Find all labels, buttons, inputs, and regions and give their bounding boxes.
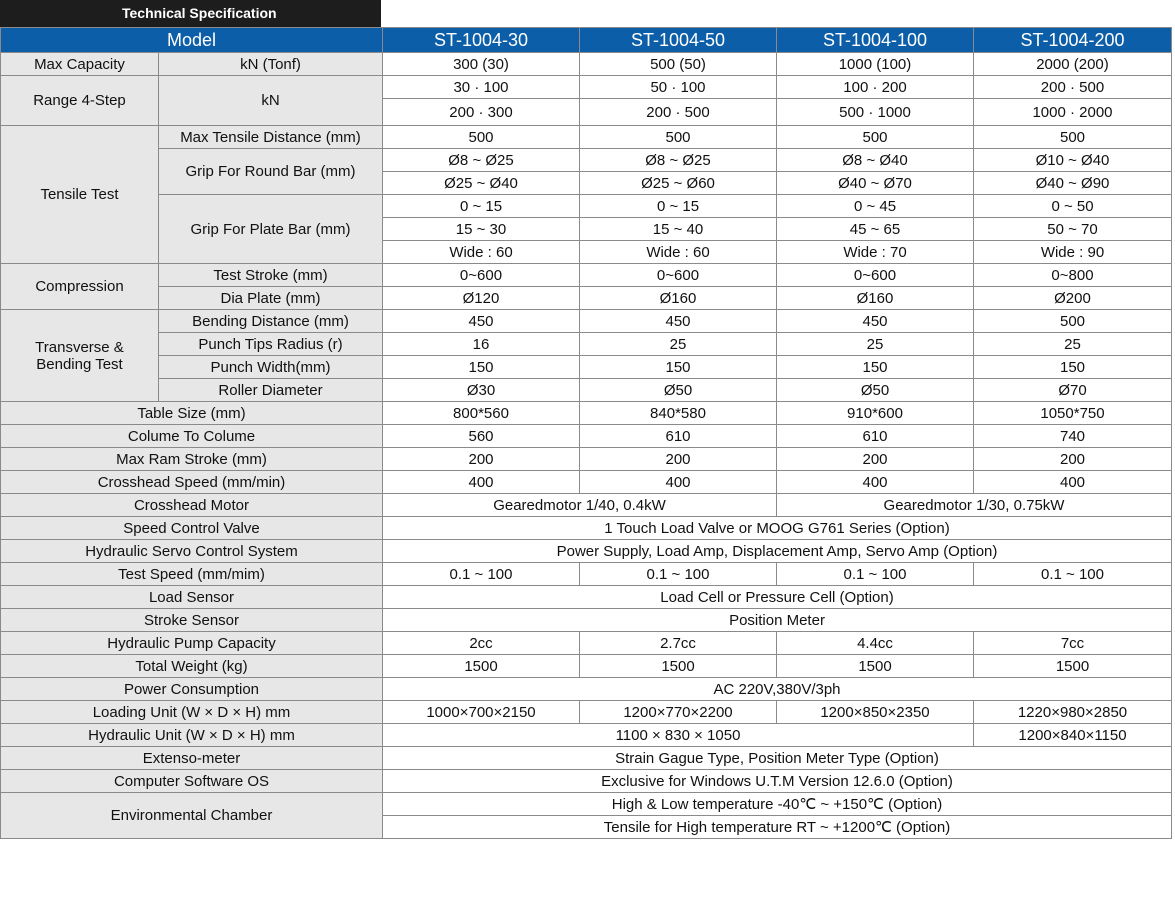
cell: AC 220V,380V/3ph (383, 678, 1172, 701)
cell: 200 · 300 (383, 99, 580, 126)
cell: Ø200 (974, 287, 1172, 310)
cell: 1500 (383, 655, 580, 678)
row-sublabel: Punch Tips Radius (r) (159, 333, 383, 356)
cell: 150 (974, 356, 1172, 379)
row-label: Tensile Test (1, 126, 159, 264)
cell: Gearedmotor 1/40, 0.4kW (383, 494, 777, 517)
table-row (1, 678, 1172, 701)
cell: 1500 (974, 655, 1172, 678)
table-row (1, 379, 1172, 402)
cell: Ø160 (580, 287, 777, 310)
table-row (1, 747, 1172, 770)
model-name: ST-1004-200 (974, 28, 1172, 53)
row-label: Max Capacity (1, 53, 159, 76)
cell: 15 ~ 40 (580, 218, 777, 241)
cell: Ø10 ~ Ø40 (974, 149, 1172, 172)
cell: 500 (974, 310, 1172, 333)
row-sublabel: Test Stroke (mm) (159, 264, 383, 287)
cell: 450 (383, 310, 580, 333)
table-row (1, 517, 1172, 540)
cell: 0 ~ 50 (974, 195, 1172, 218)
cell: 400 (777, 471, 974, 494)
cell: 840*580 (580, 402, 777, 425)
row-label: Computer Software OS (1, 770, 383, 793)
row-label-line: Transverse & (35, 338, 124, 356)
cell: 150 (383, 356, 580, 379)
table-row (1, 264, 1172, 287)
row-label: Stroke Sensor (1, 609, 383, 632)
cell: 200 (383, 448, 580, 471)
cell: 0~600 (383, 264, 580, 287)
cell: Ø25 ~ Ø40 (383, 172, 580, 195)
cell: Wide : 90 (974, 241, 1172, 264)
cell: 0.1 ~ 100 (777, 563, 974, 586)
cell: 800*560 (383, 402, 580, 425)
cell: Ø50 (777, 379, 974, 402)
row-sublabel: kN (159, 76, 383, 126)
table-row (1, 448, 1172, 471)
row-label: Load Sensor (1, 586, 383, 609)
table-row (1, 724, 1172, 747)
cell: 100 · 200 (777, 76, 974, 99)
row-sublabel: Roller Diameter (159, 379, 383, 402)
table-row (1, 76, 1172, 99)
cell: Ø120 (383, 287, 580, 310)
cell: 0~600 (777, 264, 974, 287)
row-label: Environmental Chamber (1, 793, 383, 839)
cell: 0.1 ~ 100 (974, 563, 1172, 586)
cell: Strain Gague Type, Position Meter Type (Option) (383, 747, 1172, 770)
table-row (1, 356, 1172, 379)
row-label: Compression (1, 264, 159, 310)
cell: 450 (777, 310, 974, 333)
row-sublabel: Punch Width(mm) (159, 356, 383, 379)
table-row (1, 149, 1172, 172)
cell: 560 (383, 425, 580, 448)
cell: 50 · 100 (580, 76, 777, 99)
table-header-row (1, 28, 1172, 53)
table-row (1, 586, 1172, 609)
cell: Wide : 70 (777, 241, 974, 264)
table-row (1, 701, 1172, 724)
cell: Gearedmotor 1/30, 0.75kW (777, 494, 1172, 517)
cell: 50 ~ 70 (974, 218, 1172, 241)
model-name: ST-1004-100 (777, 28, 974, 53)
cell: 0~800 (974, 264, 1172, 287)
cell: 1500 (777, 655, 974, 678)
cell: Ø160 (777, 287, 974, 310)
row-label: Loading Unit (W × D × H) mm (1, 701, 383, 724)
cell: Ø8 ~ Ø25 (580, 149, 777, 172)
cell: 0 ~ 45 (777, 195, 974, 218)
table-row (1, 609, 1172, 632)
cell: 2.7cc (580, 632, 777, 655)
cell: 0 ~ 15 (383, 195, 580, 218)
row-label: Hydraulic Pump Capacity (1, 632, 383, 655)
cell: 1000×700×2150 (383, 701, 580, 724)
cell: Wide : 60 (383, 241, 580, 264)
cell: 1200×850×2350 (777, 701, 974, 724)
cell: 400 (383, 471, 580, 494)
cell: 1500 (580, 655, 777, 678)
cell: 400 (580, 471, 777, 494)
row-sublabel: kN (Tonf) (159, 53, 383, 76)
row-sublabel: Grip For Plate Bar (mm) (159, 195, 383, 264)
cell: 500 (50) (580, 53, 777, 76)
cell: 610 (777, 425, 974, 448)
row-label: Extenso-meter (1, 747, 383, 770)
cell: Load Cell or Pressure Cell (Option) (383, 586, 1172, 609)
table-row (1, 632, 1172, 655)
cell: 500 (580, 126, 777, 149)
cell: 200 (974, 448, 1172, 471)
cell: 500 (777, 126, 974, 149)
row-label: Test Speed (mm/mim) (1, 563, 383, 586)
table-row (1, 402, 1172, 425)
cell: 150 (777, 356, 974, 379)
row-sublabel: Dia Plate (mm) (159, 287, 383, 310)
table-row (1, 53, 1172, 76)
cell: 0~600 (580, 264, 777, 287)
row-label: Range 4-Step (1, 76, 159, 126)
cell: 450 (580, 310, 777, 333)
cell: Ø8 ~ Ø40 (777, 149, 974, 172)
cell: 1200×770×2200 (580, 701, 777, 724)
row-label: Max Ram Stroke (mm) (1, 448, 383, 471)
section-title: Technical Specification (0, 0, 381, 27)
cell: 2000 (200) (974, 53, 1172, 76)
cell: 740 (974, 425, 1172, 448)
table-row (1, 770, 1172, 793)
cell: 0.1 ~ 100 (580, 563, 777, 586)
table-row (1, 287, 1172, 310)
row-label (1, 310, 159, 402)
cell: 16 (383, 333, 580, 356)
cell: 1000 · 2000 (974, 99, 1172, 126)
model-header: Model (1, 28, 383, 53)
cell: 25 (974, 333, 1172, 356)
cell: 500 (383, 126, 580, 149)
table-row (1, 494, 1172, 517)
cell: 610 (580, 425, 777, 448)
cell: 1220×980×2850 (974, 701, 1172, 724)
row-label: Power Consumption (1, 678, 383, 701)
cell: 25 (580, 333, 777, 356)
cell: 0.1 ~ 100 (383, 563, 580, 586)
cell: 1100 × 830 × 1050 (383, 724, 974, 747)
cell: Ø30 (383, 379, 580, 402)
row-sublabel: Grip For Round Bar (mm) (159, 149, 383, 195)
row-label: Crosshead Speed (mm/min) (1, 471, 383, 494)
cell: Ø70 (974, 379, 1172, 402)
cell: 0 ~ 15 (580, 195, 777, 218)
cell: Ø50 (580, 379, 777, 402)
model-name: ST-1004-50 (580, 28, 777, 53)
table-row (1, 793, 1172, 816)
row-label: Speed Control Valve (1, 517, 383, 540)
cell: 25 (777, 333, 974, 356)
cell: Ø40 ~ Ø70 (777, 172, 974, 195)
cell: 4.4cc (777, 632, 974, 655)
cell: 30 · 100 (383, 76, 580, 99)
cell: Exclusive for Windows U.T.M Version 12.6.0 (Option) (383, 770, 1172, 793)
row-label: Colume To Colume (1, 425, 383, 448)
row-sublabel: Bending Distance (mm) (159, 310, 383, 333)
cell: 200 (580, 448, 777, 471)
cell: 200 · 500 (580, 99, 777, 126)
row-label: Hydraulic Servo Control System (1, 540, 383, 563)
cell: Position Meter (383, 609, 1172, 632)
cell: Ø40 ~ Ø90 (974, 172, 1172, 195)
cell: Tensile for High temperature RT ~ +1200℃ (Option) (383, 816, 1172, 839)
cell: 300 (30) (383, 53, 580, 76)
table-row (1, 195, 1172, 218)
row-label: Table Size (mm) (1, 402, 383, 425)
row-label: Hydraulic Unit (W × D × H) mm (1, 724, 383, 747)
table-row (1, 333, 1172, 356)
cell: Power Supply, Load Amp, Displacement Amp, Servo Amp (Option) (383, 540, 1172, 563)
table-row (1, 563, 1172, 586)
cell: 1050*750 (974, 402, 1172, 425)
table-row (1, 126, 1172, 149)
cell: 200 (777, 448, 974, 471)
cell: 500 · 1000 (777, 99, 974, 126)
table-row (1, 655, 1172, 678)
row-sublabel: Max Tensile Distance (mm) (159, 126, 383, 149)
table-row (1, 471, 1172, 494)
cell: 2cc (383, 632, 580, 655)
cell: Ø8 ~ Ø25 (383, 149, 580, 172)
table-row (1, 425, 1172, 448)
cell: High & Low temperature -40℃ ~ +150℃ (Option) (383, 793, 1172, 816)
cell: 1000 (100) (777, 53, 974, 76)
model-name: ST-1004-30 (383, 28, 580, 53)
cell: 500 (974, 126, 1172, 149)
table-row (1, 310, 1172, 333)
cell: 910*600 (777, 402, 974, 425)
cell: Ø25 ~ Ø60 (580, 172, 777, 195)
table-row (1, 540, 1172, 563)
row-label-line: Bending Test (36, 355, 123, 373)
cell: 400 (974, 471, 1172, 494)
cell: 200 · 500 (974, 76, 1172, 99)
cell: 1200×840×1150 (974, 724, 1172, 747)
cell: 45 ~ 65 (777, 218, 974, 241)
row-label: Total Weight (kg) (1, 655, 383, 678)
cell: Wide : 60 (580, 241, 777, 264)
spec-table (0, 27, 1172, 839)
cell: 7cc (974, 632, 1172, 655)
cell: 15 ~ 30 (383, 218, 580, 241)
row-label: Crosshead Motor (1, 494, 383, 517)
cell: 150 (580, 356, 777, 379)
cell: 1 Touch Load Valve or MOOG G761 Series (Option) (383, 517, 1172, 540)
